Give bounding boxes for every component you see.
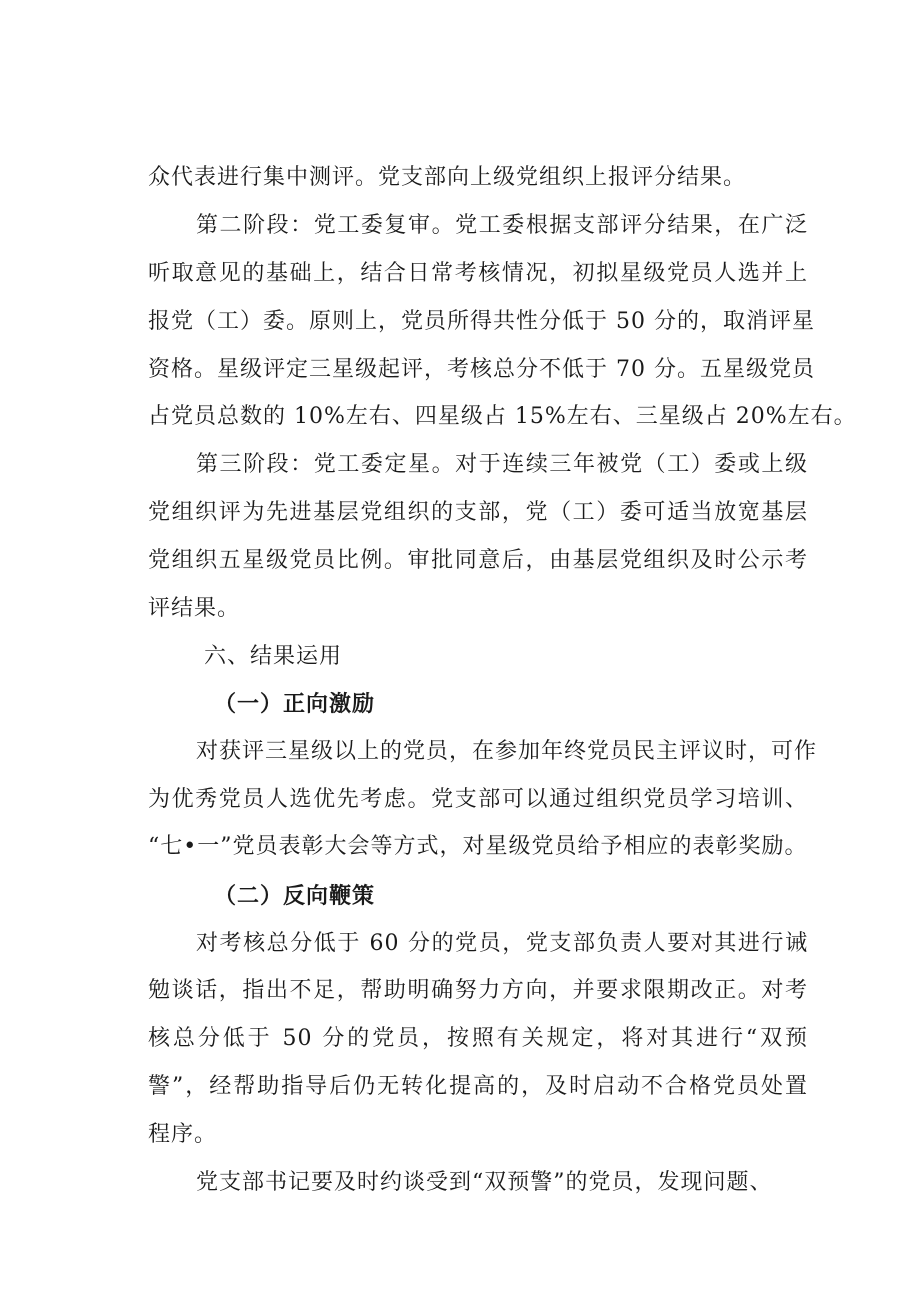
text-line: 为优秀党员人选优先考虑。党支部可以通过组织党员学习培训、 [148,787,808,812]
text-line: 众代表进行集中测评。党支部向上级党组织上报评分结果。 [148,165,747,190]
text-line: 评结果。 [148,596,241,621]
paragraph-line: 对考核总分低于 60 分的党员，党支部负责人要对其进行诫 [196,931,808,956]
text-line: 资格。星级评定三星级起评，考核总分不低于 70 分。五星级党员 [148,357,815,382]
text-line: “七•一”党员表彰大会等方式，对星级党员给予相应的表彰奖励。 [148,834,808,859]
paragraph-line: 第二阶段：党工委复审。党工委根据支部评分结果，在广泛 [196,213,808,238]
text-line: 党组织评为先进基层党组织的支部，党（工）委可适当放宽基层 [148,500,808,525]
text-line: 警”，经帮助指导后仍无转化提高的，及时启动不合格党员处置 [148,1074,808,1099]
text-line: 程序。 [148,1122,218,1147]
text-line: 听取意见的基础上，结合日常考核情况，初拟星级党员人选并上 [148,261,808,286]
paragraph-line: 第三阶段：党工委定星。对于连续三年被党（工）委或上级 [196,452,808,477]
paragraph-line: 党支部书记要及时约谈受到“双预警”的党员，发现问题、 [196,1170,773,1195]
subsection-heading: （一）正向激励 [214,691,376,717]
text-line: 报党（工）委。原则上，党员所得共性分低于 50 分的，取消评星 [148,309,815,334]
subsection-heading: （二）反向鞭策 [214,883,376,909]
text-line: 勉谈话，指出不足，帮助明确努力方向，并要求限期改正。对考 [148,978,808,1003]
paragraph-line: 对获评三星级以上的党员，在参加年终党员民主评议时，可作 [196,739,818,764]
text-line: 党组织五星级党员比例。审批同意后，由基层党组织及时公示考 [148,548,808,573]
text-line: 核总分低于 50 分的党员，按照有关规定，将对其进行“双预 [148,1026,808,1051]
text-line: 占党员总数的 10%左右、四星级占 15%左右、三星级占 20%左右。 [148,404,857,429]
section-heading: 六、结果运用 [204,644,343,669]
